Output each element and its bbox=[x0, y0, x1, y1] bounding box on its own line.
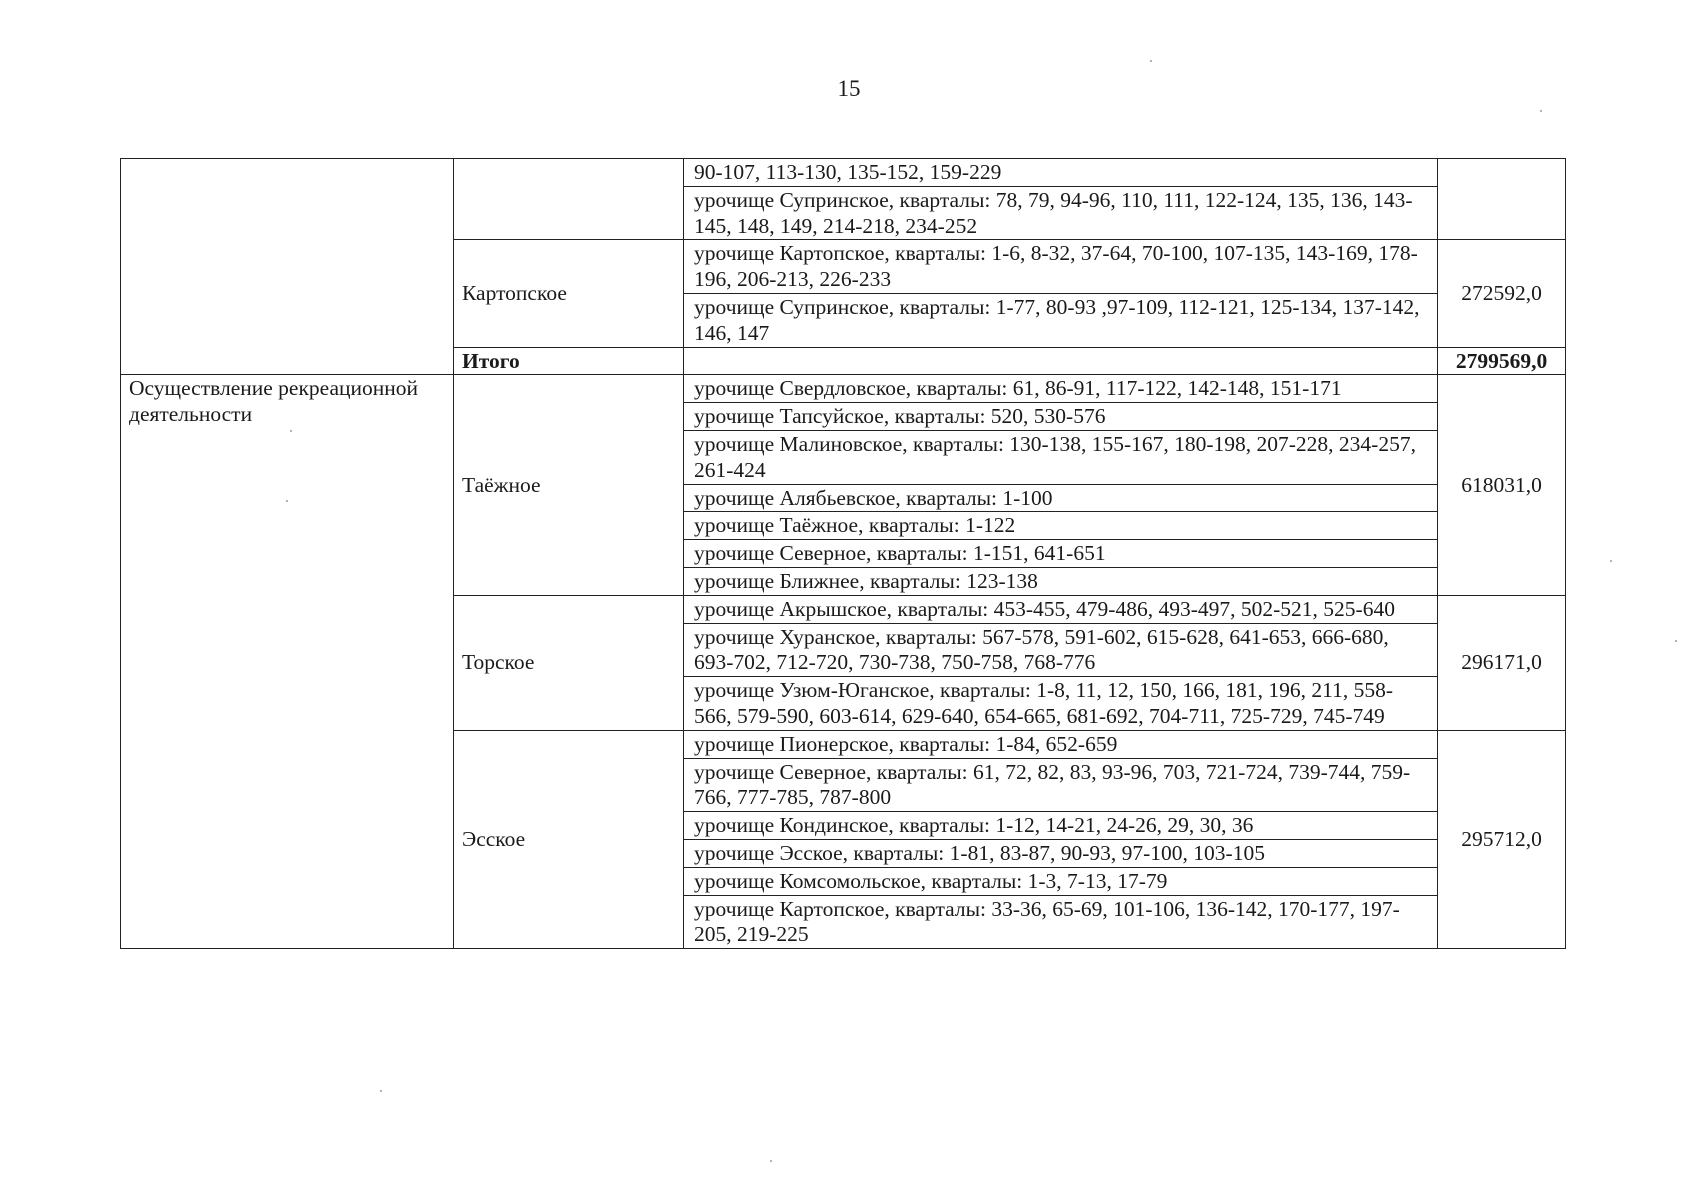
location-cell: 90-107, 113-130, 135-152, 159-229 bbox=[684, 159, 1438, 187]
location-cell: урочище Супринское, кварталы: 1-77, 80-93 ,97-109, 112-121, 125-134, 137-142, 146, 147 bbox=[684, 293, 1438, 347]
scan-speck bbox=[1610, 560, 1612, 562]
location-cell: урочище Свердловское, кварталы: 61, 86-91, 117-122, 142-148, 151-171 bbox=[684, 375, 1438, 403]
location-cell: урочище Северное, кварталы: 61, 72, 82, 83, 93-96, 703, 721-724, 739-744, 759-766, 777-785, 787-800 bbox=[684, 758, 1438, 812]
value-cell-continued bbox=[1438, 159, 1566, 240]
location-cell: урочище Кондинское, кварталы: 1-12, 14-21, 24-26, 29, 30, 36 bbox=[684, 812, 1438, 840]
location-cell: урочище Пионерское, кварталы: 1-84, 652-659 bbox=[684, 730, 1438, 758]
scan-speck bbox=[770, 1160, 772, 1162]
location-cell: урочище Акрышское, кварталы: 453-455, 479-486, 493-497, 502-521, 525-640 bbox=[684, 595, 1438, 623]
activity-cell-continued bbox=[121, 159, 454, 375]
forestry-name: Таёжное bbox=[454, 375, 684, 595]
location-cell: урочище Таёжное, кварталы: 1-122 bbox=[684, 512, 1438, 540]
page-number: 15 bbox=[837, 76, 861, 101]
area-value: 272592,0 bbox=[1438, 240, 1566, 347]
total-value: 2799569,0 bbox=[1438, 347, 1566, 375]
location-cell: урочище Ближнее, кварталы: 123-138 bbox=[684, 567, 1438, 595]
forestry-cell-continued bbox=[454, 159, 684, 240]
area-value: 296171,0 bbox=[1438, 595, 1566, 730]
forestry-name: Эсское bbox=[454, 730, 684, 948]
location-cell: урочище Супринское, кварталы: 78, 79, 94-96, 110, 111, 122-124, 135, 136, 143-145, 148, 149, 214-218, 234-252 bbox=[684, 186, 1438, 240]
scan-speck bbox=[290, 430, 292, 432]
forestry-name: Торское bbox=[454, 595, 684, 730]
total-empty-cell bbox=[684, 347, 1438, 375]
table-row bbox=[121, 375, 1566, 403]
forestry-name: Картопское bbox=[454, 240, 684, 347]
location-cell: урочище Картопское, кварталы: 1-6, 8-32, 37-64, 70-100, 107-135, 143-169, 178-196, 206-213, 226-233 bbox=[684, 240, 1438, 294]
total-label: Итого bbox=[454, 347, 684, 375]
location-cell: урочище Хуранское, кварталы: 567-578, 591-602, 615-628, 641-653, 666-680, 693-702, 712-720, 730-738, 750-758, 768-776 bbox=[684, 623, 1438, 677]
area-value: 295712,0 bbox=[1438, 730, 1566, 948]
scan-speck bbox=[1150, 60, 1152, 62]
forest-areas-table bbox=[120, 158, 1566, 949]
area-value: 618031,0 bbox=[1438, 375, 1566, 595]
scan-speck bbox=[1540, 110, 1542, 112]
location-cell: урочище Комсомольское, кварталы: 1-3, 7-13, 17-79 bbox=[684, 867, 1438, 895]
location-cell: урочище Эсское, кварталы: 1-81, 83-87, 90-93, 97-100, 103-105 bbox=[684, 839, 1438, 867]
location-cell: урочище Узюм-Юганское, кварталы: 1-8, 11, 12, 150, 166, 181, 196, 211, 558-566, 579-590, 603-614, 629-640, 654-665, 681-692, 704-711, 725-729, 745-749 bbox=[684, 677, 1438, 731]
location-cell: урочище Малиновское, кварталы: 130-138, 155-167, 180-198, 207-228, 234-257, 261-424 bbox=[684, 430, 1438, 484]
scan-speck bbox=[1675, 640, 1677, 642]
location-cell: урочище Тапсуйское, кварталы: 520, 530-576 bbox=[684, 403, 1438, 431]
location-cell: урочище Алябьевское, кварталы: 1-100 bbox=[684, 484, 1438, 512]
scan-speck bbox=[380, 1090, 382, 1092]
location-cell: урочище Северное, кварталы: 1-151, 641-651 bbox=[684, 540, 1438, 568]
location-cell: урочище Картопское, кварталы: 33-36, 65-69, 101-106, 136-142, 170-177, 197-205, 219-225 bbox=[684, 895, 1438, 949]
scan-speck bbox=[286, 500, 288, 502]
table-row bbox=[121, 159, 1566, 187]
activity-name: Осуществление рекреационной деятельности bbox=[121, 375, 454, 949]
